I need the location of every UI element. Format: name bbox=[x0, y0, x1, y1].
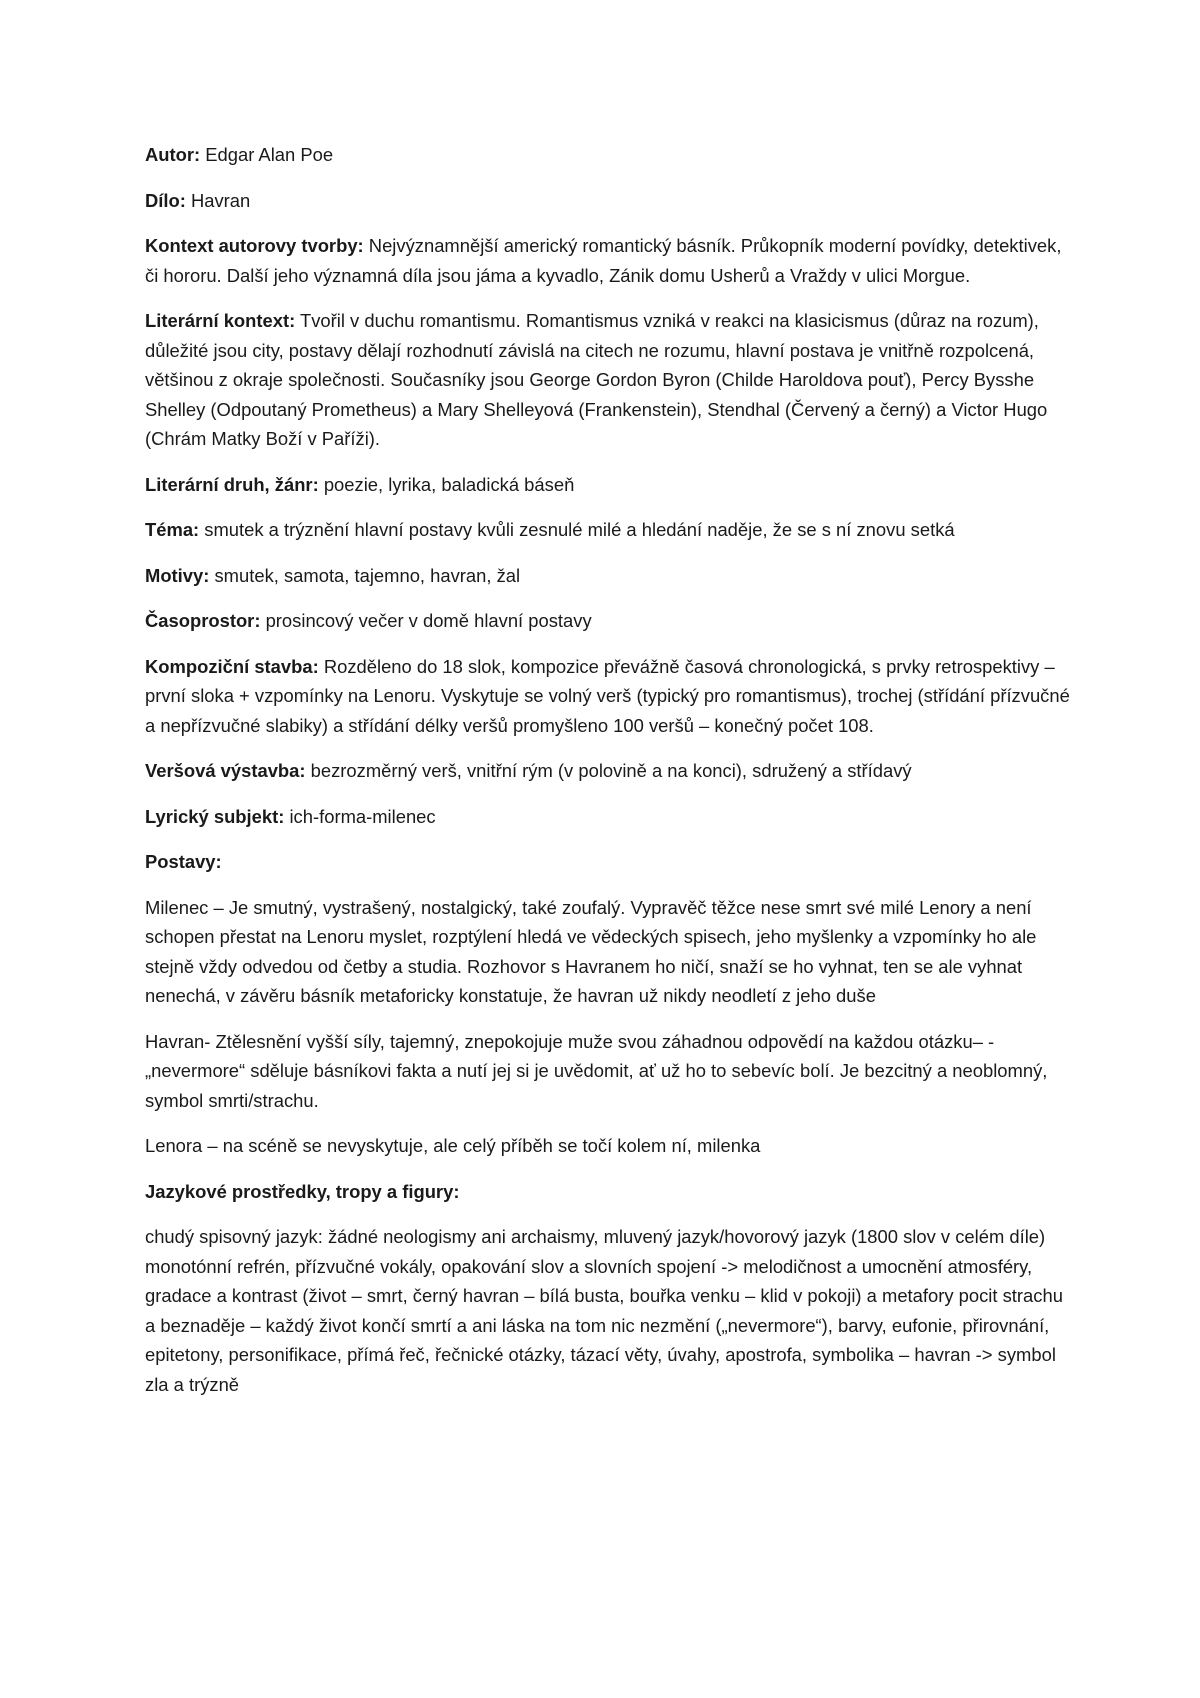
lyric-subject-line bbox=[145, 802, 1075, 832]
chronotope-label: Časoprostor: bbox=[145, 610, 261, 631]
genre-value: poezie, lyrika, baladická báseň bbox=[318, 473, 575, 495]
composition-label: Kompoziční stavba: bbox=[145, 655, 319, 677]
literary-context-paragraph bbox=[145, 306, 1075, 454]
lyric-subject-value: ich-forma-milenec bbox=[284, 805, 436, 827]
composition-paragraph bbox=[145, 652, 1075, 741]
characters-label: Postavy: bbox=[145, 851, 222, 872]
work-label: Dílo: bbox=[145, 189, 186, 211]
author-label: Autor: bbox=[145, 144, 201, 165]
literary-context-label: Literární kontext: bbox=[145, 310, 296, 331]
lyric-subject-label: Lyrický subjekt: bbox=[145, 805, 285, 827]
work-line bbox=[145, 186, 1075, 216]
document-page bbox=[145, 140, 1075, 1415]
verse-label: Veršová výstavba: bbox=[145, 760, 306, 781]
chronotope-value: prosincový večer v domě hlavní postavy bbox=[260, 610, 592, 631]
work-value: Havran bbox=[185, 189, 251, 211]
theme-label: Téma: bbox=[145, 519, 200, 540]
character-lenora-paragraph: Lenora – na scéně se nevyskytuje, ale celý příběh se točí kolem ní, milenka bbox=[145, 1135, 761, 1156]
motifs-line bbox=[145, 561, 1075, 591]
theme-value: smutek a trýznění hlavní postavy kvůli zesnulé milé a hledání naděje, že se s ní znovu setká bbox=[199, 519, 955, 540]
characters-heading bbox=[145, 847, 1075, 877]
genre-line bbox=[145, 470, 1075, 500]
devices-heading bbox=[145, 1177, 1075, 1207]
devices-paragraph: chudý spisovný jazyk: žádné neologismy ani archaismy, mluvený jazyk/hovorový jazyk (1800 slov v celém díle) monotónní refrén, přízvučné vokály, opakování slov a slovních spojení -> melodičnost a umocnění atmosféry, gradace a kontrast (život – smrt, černý havran – bílá busta, bouřka venku – klid v pokoji) a metafory pocit strachu a beznaděje – každý život končí smrtí a ani láska na tom nic nezmění („nevermore“), barvy, eufonie, přirovnání, epitetony, personifikace, přímá řeč, řečnické otázky, tázací věty, úvahy, apostrofa, symbolika – havran -> symbol zla a trýzně bbox=[145, 1226, 1063, 1395]
character-lover-paragraph: Milenec – Je smutný, vystrašený, nostalgický, také zoufalý. Vypravěč těžce nese smrt své milé Lenory a není schopen přestat na Lenoru myslet, rozptýlení hledá ve vědeckých spisech, jeho myšlenky a vzpomínky ho ale stejně vždy odvedou od četby a studia. Rozhovor s Havranem ho ničí, snaží se ho vyhnat, ten se ale vyhnat nenechá, v závěru básník metaforicky konstatuje, že havran už nikdy neodletí z jeho duše bbox=[145, 896, 1037, 1006]
theme-line bbox=[145, 515, 1075, 545]
composition-value: Rozděleno do 18 slok, kompozice převážně časová chronologická, s prvky retrospektivy – první sloka + vzpomínky na Lenoru. Vyskytuje se volný verš (typický pro romantismus), trochej (střídání přízvučné a nepřízvučné slabiky) a střídání délky veršů promyšleno 100 veršů – konečný počet 108. bbox=[145, 655, 1070, 736]
devices-label: Jazykové prostředky, tropy a figury: bbox=[145, 1180, 460, 1202]
author-value: Edgar Alan Poe bbox=[200, 144, 334, 165]
chronotope-line bbox=[145, 606, 1075, 636]
motifs-value: smutek, samota, tajemno, havran, žal bbox=[209, 564, 521, 586]
character-raven-paragraph: Havran- Ztělesnění vyšší síly, tajemný, znepokojuje muže svou záhadnou odpovědí na každou otázku– -„nevermore“ sděluje básníkovi fakta a nutí jej si je uvědomit, ať už ho to sebevíc bolí. Je bezcitný a neoblomný, symbol smrti/strachu. bbox=[145, 1030, 1048, 1111]
author-context-paragraph bbox=[145, 231, 1075, 290]
author-line bbox=[145, 140, 1075, 170]
literary-context-value: Tvořil v duchu romantismu. Romantismus vzniká v reakci na klasicismus (důraz na rozum), důležité jsou city, postavy dělají rozhodnutí závislá na citech ne rozumu, hlavní postava je vnitřně rozpolcená, většinou z okraje společnosti. Současníky jsou George Gordon Byron (Childe Haroldova pouť), Percy Bysshe Shelley (Odpoutaný Prometheus) a Mary Shelleyová (Frankenstein), Stendhal (Červený a černý) a Victor Hugo (Chrám Matky Boží v Paříži). bbox=[145, 310, 1048, 449]
motifs-label: Motivy: bbox=[145, 564, 210, 586]
author-context-label: Kontext autorovy tvorby: bbox=[145, 235, 364, 256]
verse-line bbox=[145, 756, 1075, 786]
author-context-value: Nejvýznamnější americký romantický básník. Průkopník moderní povídky, detektivek, či hororu. Další jeho významná díla jsou jáma a kyvadlo, Zánik domu Usherů a Vraždy v ulici Morgue. bbox=[145, 235, 1062, 286]
verse-value: bezrozměrný verš, vnitřní rým (v polovině a na konci), sdružený a střídavý bbox=[305, 760, 912, 781]
genre-label: Literární druh, žánr: bbox=[145, 473, 319, 495]
